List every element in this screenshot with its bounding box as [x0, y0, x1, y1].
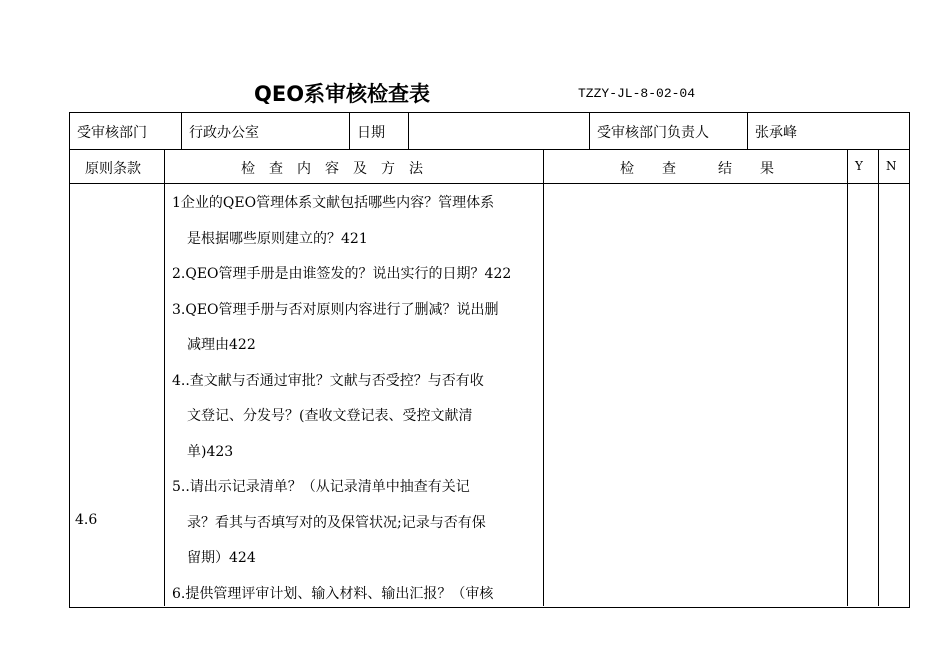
col-divider: [408, 112, 409, 149]
content-line: 留期）424: [187, 550, 256, 566]
dept-value: 行政办公室: [189, 125, 259, 141]
check-content: [172, 186, 540, 612]
document-title: QEO系审核检查表: [254, 82, 431, 106]
content-line: 文登记、分发号？(查收文登记表、受控文献清: [187, 408, 473, 424]
content-line: 4..查文献与否通过审批？文献与否受控？与否有收: [172, 372, 484, 389]
col-divider: [747, 112, 748, 149]
content-line: 是根据哪些原则建立的？421: [187, 230, 368, 247]
col-divider: [164, 149, 165, 606]
owner-label: 受审核部门负责人: [597, 125, 709, 141]
content-line: 减理由422: [187, 337, 256, 353]
content-line: 2.QEO管理手册是由谁签发的？说出实行的日期？422: [172, 266, 512, 282]
document-code: TZZY-JL-8-02-04: [578, 86, 696, 101]
content-line: 3.QEO管理手册与否对原则内容进行了删减？说出删: [172, 301, 499, 318]
col-divider: [878, 149, 879, 606]
content-line: 6.提供管理评审计划、输入材料、输出汇报？（审核: [172, 585, 494, 602]
row-divider: [69, 149, 909, 150]
row-divider: [69, 183, 909, 184]
content-line: 录？看其与否填写对的及保管状况;记录与否有保: [187, 514, 486, 531]
header-result: 检 查 结 果: [620, 161, 774, 177]
clause-number: 4.6: [75, 512, 98, 528]
header-n: N: [886, 159, 897, 173]
dept-label: 受审核部门: [77, 125, 147, 141]
content-line: 单)423: [187, 443, 234, 460]
content-line: 1企业的QEO管理体系文献包括哪些内容？管理体系: [172, 195, 495, 211]
col-divider: [589, 112, 590, 149]
col-divider: [181, 112, 182, 149]
col-divider: [847, 149, 848, 606]
col-divider: [543, 149, 544, 606]
col-divider: [349, 112, 350, 149]
date-label: 日期: [357, 125, 385, 141]
content-line: 5..请出示记录清单？（从记录清单中抽查有关记: [172, 479, 470, 495]
header-content: 检 查 内 容 及 方 法: [241, 161, 423, 177]
owner-value: 张承峰: [755, 125, 797, 141]
header-y: Y: [855, 159, 863, 173]
header-clause: 原则条款: [85, 161, 141, 177]
